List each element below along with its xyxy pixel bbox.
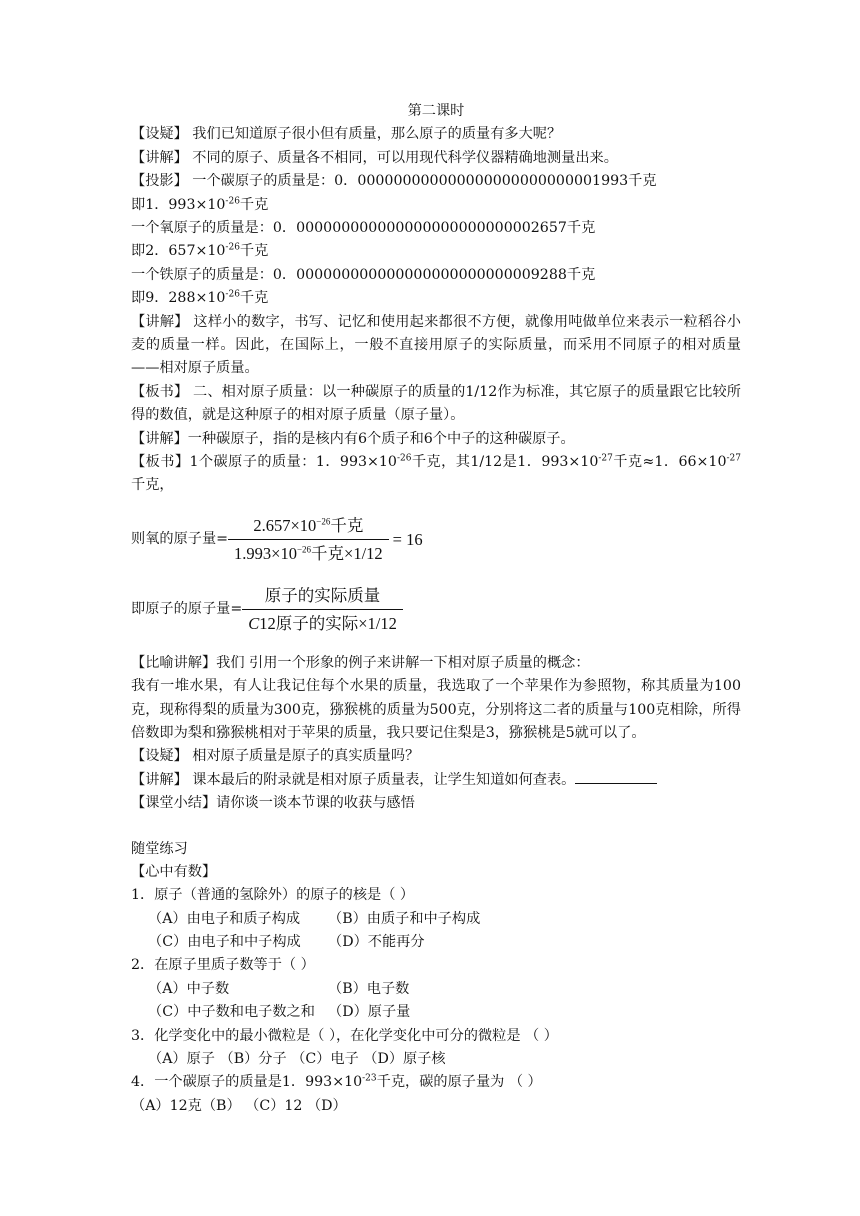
denominator: C12原子的实际×1/12	[242, 609, 403, 635]
text-line: 一个铁原子的质量是：0．000000000000000000000000009288千克	[131, 266, 596, 283]
paragraph: 【讲解】 这样小的数字，书写、记忆和使用起来都很不方便，就像用吨做单位来表示一粒稻谷小麦的质量一样。因此，在国际上，一般不直接用原子的实际质量，而采用不同原子的相对质量——相对原子质量。	[131, 313, 741, 377]
question: 3．化学变化中的最小微粒是（ ），在化学变化中可分的微粒是 （ ）	[131, 1027, 558, 1044]
text-line: 【设疑】 相对原子质量是原子的真实质量吗？	[131, 748, 420, 765]
numerator: $2.657\times 10^{-26}$千克	[253, 515, 364, 535]
equation-general	[131, 582, 741, 638]
text-line: 【课堂小结】请你谈一谈本节课的收获与感悟	[131, 795, 415, 812]
text-line: 【讲解】 不同的原子、质量各不相同，可以用现代科学仪器精确地测量出来。	[131, 149, 618, 166]
text-line: 一个氧原子的质量是：0．000000000000000000000000002657千克	[131, 219, 596, 236]
question: 2．在原子里质子数等于（ ）	[131, 957, 315, 974]
text-line: 即1．$993\times 10^{-26}$千克	[131, 195, 269, 213]
fraction	[242, 584, 403, 636]
denominator: $1.993\times 10^{-26}$千克×1/12	[228, 539, 389, 565]
equation-result: = 16	[392, 530, 423, 550]
paragraph: 【板书】1个碳原子的质量：1．$993\times 10^{-26}$千克，其1/12是1．$993\times 10^{-27}$千克≈1．$66\times 10^{-27}$千克，	[131, 453, 741, 494]
option-row: （C）中子数和电子数之和 （D）原子量	[148, 1004, 411, 1021]
option-row: （A）原子 （B）分子 （C）电子 （D）原子核	[148, 1051, 446, 1068]
option-row: （A）12克（B） （C）12 （D）	[131, 1097, 347, 1114]
option-row: （C）由电子和中子构成 （D）不能再分	[148, 934, 425, 951]
equation-label: 则氧的原子量=	[131, 531, 229, 548]
paragraph: 我有一堆水果，有人让我记住每个水果的质量，我选取了一个苹果作为参照物，称其质量为100克，现称得梨的质量为300克，猕猴桃的质量为500克，分别将这二者的质量与100克相除，所得倍数即为梨和猕猴桃相对于苹果的质量，我只要记住梨是3，猕猴桃是5就可以了。	[131, 678, 741, 741]
question: 1．原子（普通的氢除外）的原子的核是（ ）	[131, 887, 415, 904]
answer-blank	[575, 769, 657, 784]
equation-oxygen	[131, 512, 741, 568]
question: 4．一个碳原子的质量是1．$993\times 10^{-23}$千克，碳的原子量为 （ ）	[131, 1073, 542, 1091]
text-line: 【讲解】 课本最后的附录就是相对原子质量表，让学生知道如何查表。	[131, 769, 741, 792]
text-line: 【比喻讲解】我们 引用一个形象的例子来讲解一下相对原子质量的概念：	[131, 654, 590, 671]
fraction	[228, 514, 389, 566]
option-row: （A）由电子和质子构成 （B）由质子和中子构成	[148, 910, 481, 927]
equation-label: 即原子的原子量=	[131, 601, 243, 618]
text-line: 即9．$288\times 10^{-26}$千克	[131, 289, 269, 307]
document-page	[131, 100, 741, 1118]
section-subtitle: 【心中有数】	[131, 863, 217, 880]
text-line: 【投影】 一个碳原子的质量是：0．000000000000000000000000001993千克	[131, 173, 657, 190]
section-title: 随堂练习	[131, 840, 188, 857]
lesson-title: 第二课时	[407, 103, 465, 119]
numerator: 原子的实际质量	[264, 585, 381, 605]
option-row: （A）中子数 （B）电子数	[148, 980, 410, 997]
text-line: 即2．$657\times 10^{-26}$千克	[131, 242, 269, 260]
text-line: 【设疑】 我们已知道原子很小但有质量，那么原子的质量有多大呢？	[131, 126, 562, 143]
paragraph: 【板书】 二、相对原子质量：以一种碳原子的质量的1/12作为标准，其它原子的质量跟它比较所得的数值，就是这种原子的相对原子质量（原子量）。	[131, 383, 741, 424]
text-line: 【讲解】一种碳原子，指的是核内有6个质子和6个中子的这种碳原子。	[131, 430, 575, 447]
